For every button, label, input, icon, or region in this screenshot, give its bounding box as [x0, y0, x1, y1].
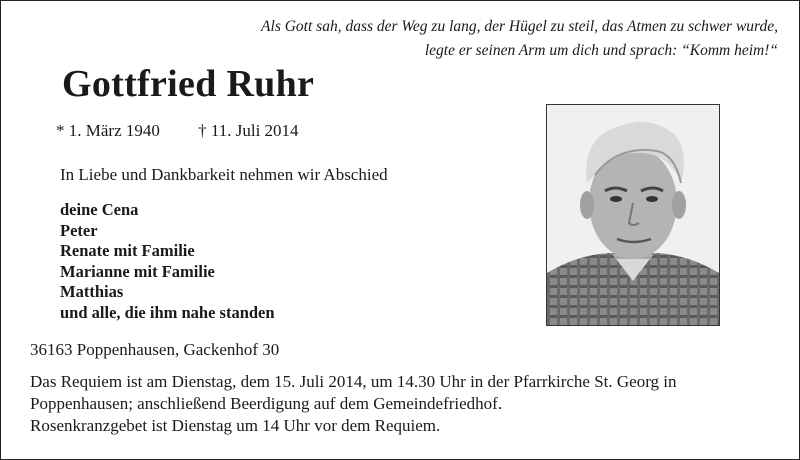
mourner-item: Peter	[60, 220, 98, 240]
memorial-quote	[158, 15, 778, 63]
mourner-item: Marianne mit Familie	[60, 261, 215, 281]
life-dates	[56, 121, 299, 141]
mourners-list	[60, 200, 275, 323]
mourner-item: Matthias	[60, 282, 124, 301]
mourner-item: Renate mit Familie	[60, 241, 195, 260]
quote-line-1: Als Gott sah, dass der Weg zu lang, der Hügel zu steil, das Atmen zu schwer wurde,	[261, 18, 778, 35]
requiem-info	[30, 371, 790, 437]
deceased-name: Gottfried Ruhr	[62, 63, 315, 105]
mourner-item: und alle, die ihm nahe standen	[60, 302, 275, 322]
requiem-line-2: Poppenhausen; anschließend Beerdigung auf dem Gemeindefriedhof.	[30, 394, 503, 413]
requiem-line-1: Das Requiem ist am Dienstag, dem 15. Juli 2014, um 14.30 Uhr in der Pfarrkirche St. Georg in	[30, 372, 677, 391]
portrait-photo	[546, 104, 720, 326]
family-address: 36163 Poppenhausen, Gackenhof 30	[30, 340, 280, 359]
mourner-item: deine Cena	[60, 200, 139, 219]
birth-date: * 1. März 1940	[56, 121, 160, 140]
requiem-line-3: Rosenkranzgebet ist Dienstag um 14 Uhr vor dem Requiem.	[30, 416, 441, 435]
portrait-icon	[547, 105, 719, 325]
quote-line-2: legte er seinen Arm um dich und sprach: “Komm heim!“	[424, 42, 778, 59]
farewell-text: In Liebe und Dankbarkeit nehmen wir Abschied	[60, 165, 388, 184]
death-date: † 11. Juli 2014	[198, 121, 299, 140]
